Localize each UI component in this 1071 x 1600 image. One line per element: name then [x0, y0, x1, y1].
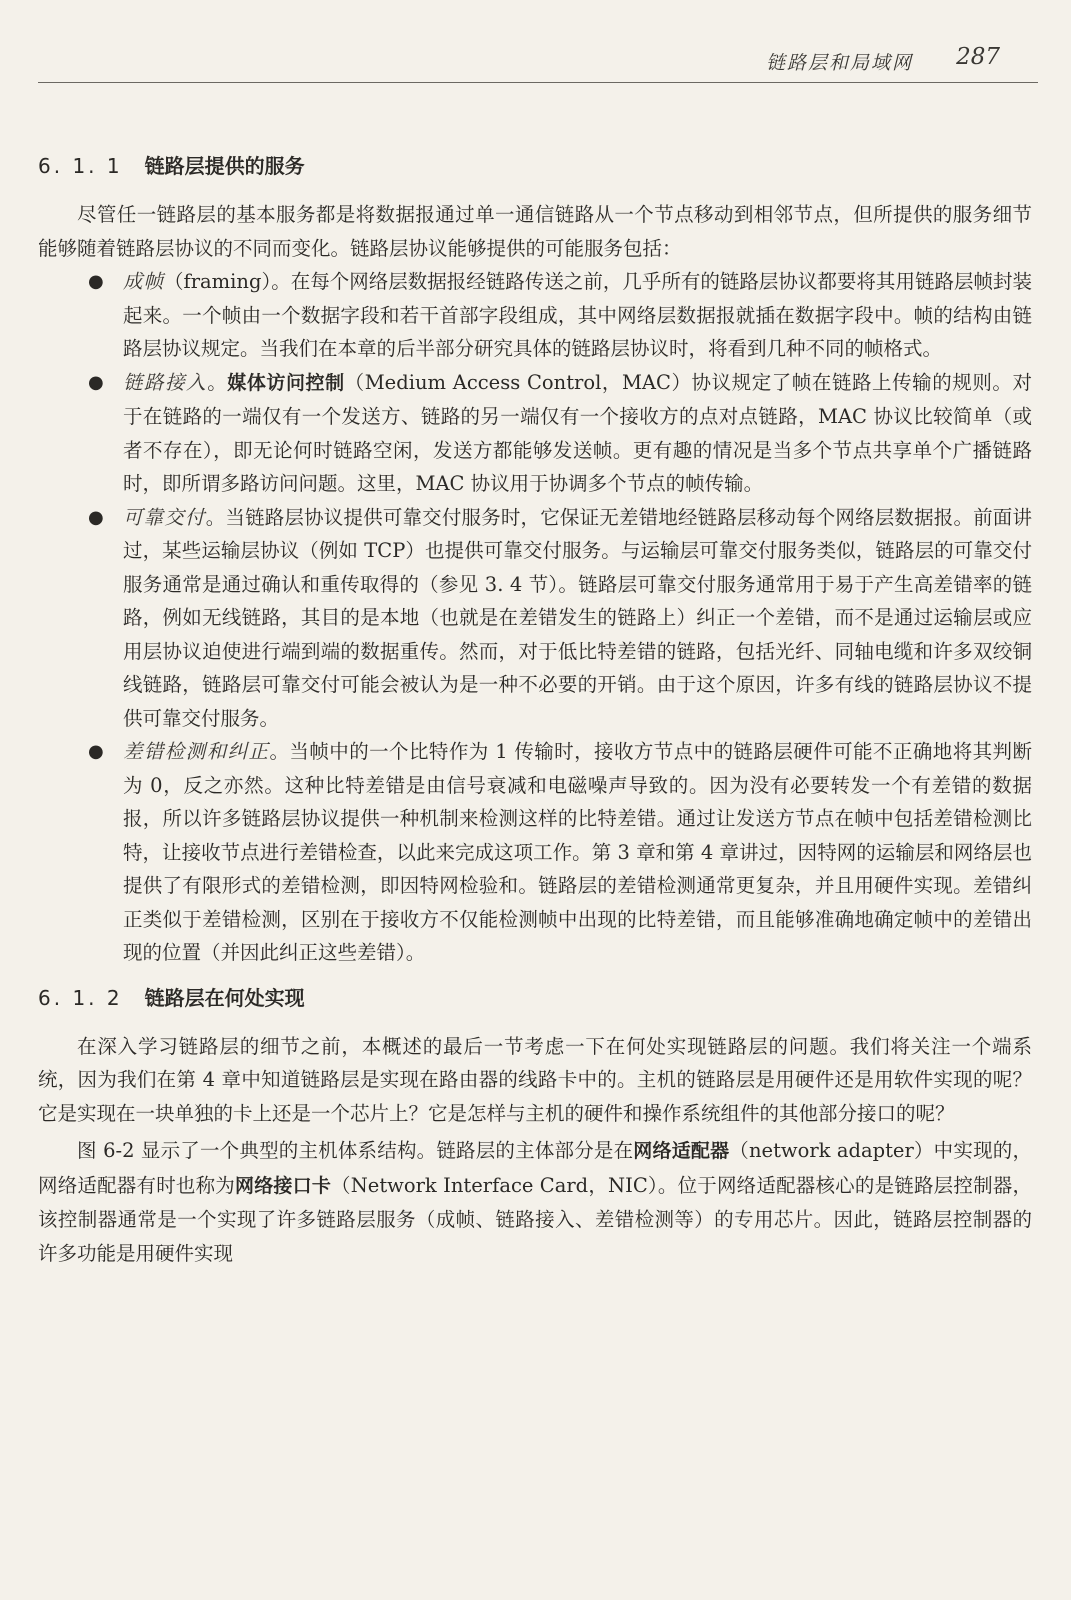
list-item-text: （Medium Access Control，MAC）协议规定了帧在链路上传输的规则。对于在链路的一端仅有一个发送方、链路的另一端仅有一个接收方的点对点链路，MAC 协议比较简单（或者不存在），即无论何时链路空闲，发送方都能够发送帧。更有趣的情况是当多个节点共享单个广播链路时，即所谓多路访问问题。这里，MAC 协议用于协调多个节点的帧传输。 [123, 370, 1032, 495]
list-item-term: 成帧 [123, 270, 165, 293]
list-item [38, 366, 1032, 501]
bullet-icon: ● [88, 741, 104, 762]
list-item-text: （framing）。在每个网络层数据报经链路传送之前，几乎所有的链路层协议都要将其用链路层帧封装起来。一个帧由一个数据字段和若干首部字段组成，其中网络层数据报就插在数据字段中。帧的结构由链路层协议规定。当我们在本章的后半部分研究具体的链路层协议时，将看到几种不同的帧格式。 [123, 270, 1032, 360]
paragraph-text: （network adapter）中实现的，网络适配器有时也称为 [38, 1139, 1032, 1197]
list-item-text: 。当帧中的一个比特作为 1 传输时，接收方节点中的链路层硬件可能不正确地将其判断为 0，反之亦然。这种比特差错是由信号衰减和电磁噪声导致的。因为没有必要转发一个有差错的数据报，所以许多链路层协议提供一种机制来检测这样的比特差错。通过让发送方节点在帧中包括差错检测比特，让接收节点进行差错检查，以此来完成这项工作。第 3 章和第 4 章讲过，因特网的运输层和网络层也提供了有限形式的差错检测，即因特网检验和。链路层的差错检测通常更复杂，并且用硬件实现。差错纠正类似于差错检测，区别在于接收方不仅能检测帧中出现的比特差错，而且能够准确地确定帧中的差错出现的位置（并因此纠正这些差错）。 [123, 740, 1032, 964]
body-paragraph [38, 1134, 1032, 1270]
bullet-icon: ● [88, 271, 104, 292]
bold-term-network-adapter: 网络适配器 [633, 1140, 730, 1162]
section-intro-paragraph: 尽管任一链路层的基本服务都是将数据报通过单一通信链路从一个节点移动到相邻节点，但所提供的服务细节能够随着链路层协议的不同而变化。链路层协议能够提供的可能服务包括： [38, 203, 1032, 260]
paragraph-text: （Network Interface Card，NIC）。位于网络适配器核心的是链路层控制器，该控制器通常是一个实现了许多链路层服务（成帧、链路接入、差错检测等）的专用芯片。因此，链路层控制器的许多功能是用硬件实现 [38, 1173, 1032, 1265]
list-item [38, 501, 1032, 736]
page-body [38, 148, 1032, 1270]
list-item-term: 链路接入 [123, 370, 208, 394]
list-item-term: 差错检测和纠正 [123, 740, 270, 763]
section-title: 链路层提供的服务 [144, 154, 305, 178]
section-number: 6. 1. 1 [38, 154, 123, 178]
section-title: 链路层在何处实现 [144, 985, 305, 1010]
list-item [38, 265, 1032, 366]
services-list [38, 265, 1032, 970]
running-title: 链路层和局域网 [765, 52, 913, 74]
section-number: 6. 1. 2 [38, 985, 123, 1010]
bullet-icon: ● [88, 371, 104, 393]
page-number: 287 [956, 44, 1000, 70]
paragraph-text: 图 6-2 显示了一个典型的主机体系结构。链路层的主体部分是在 [77, 1139, 634, 1162]
list-item-text: 。当链路层协议提供可靠交付服务时，它保证无差错地经链路层移动每个网络层数据报。前面讲过，某些运输层协议（例如 TCP）也提供可靠交付服务。与运输层可靠交付服务类似，链路层的可靠交付服务通常是通过确认和重传取得的（参见 3. 4 节）。链路层可靠交付服务通常用于易于产生高差错率的链路，例如无线链路，其目的是本地（也就是在差错发生的链路上）纠正一个差错，而不是通过运输层或应用层协议迫使进行端到端的数据重传。然而，对于低比特差错的链路，包括光纤、同轴电缆和许多双绞铜线链路，链路层可靠交付可能会被认为是一种不必要的开销。由于这个原因，许多有线的链路层协议不提供可靠交付服务。 [123, 505, 1032, 730]
body-paragraph: 在深入学习链路层的细节之前，本概述的最后一节考虑一下在何处实现链路层的问题。我们将关注一个端系统，因为我们在第 4 章中知道链路层是实现在路由器的线路卡中的。主机的链路层是用硬件还是用软件实现的呢？它是实现在一块单独的卡上还是一个芯片上？它是怎样与主机的硬件和操作系统组件的其他部分接口的呢？ [38, 1034, 1032, 1125]
bullet-icon: ● [88, 506, 104, 528]
section-heading-6-1-2 [38, 980, 1032, 1016]
list-item [38, 735, 1032, 970]
bold-term-nic: 网络接口卡 [235, 1174, 332, 1197]
section-heading-6-1-1 [38, 148, 1032, 184]
list-item-term: 可靠交付 [123, 505, 206, 529]
list-item-punct: 。 [207, 370, 228, 394]
list-item-bold-term: 媒体访问控制 [227, 371, 345, 394]
page-header [38, 42, 1038, 83]
